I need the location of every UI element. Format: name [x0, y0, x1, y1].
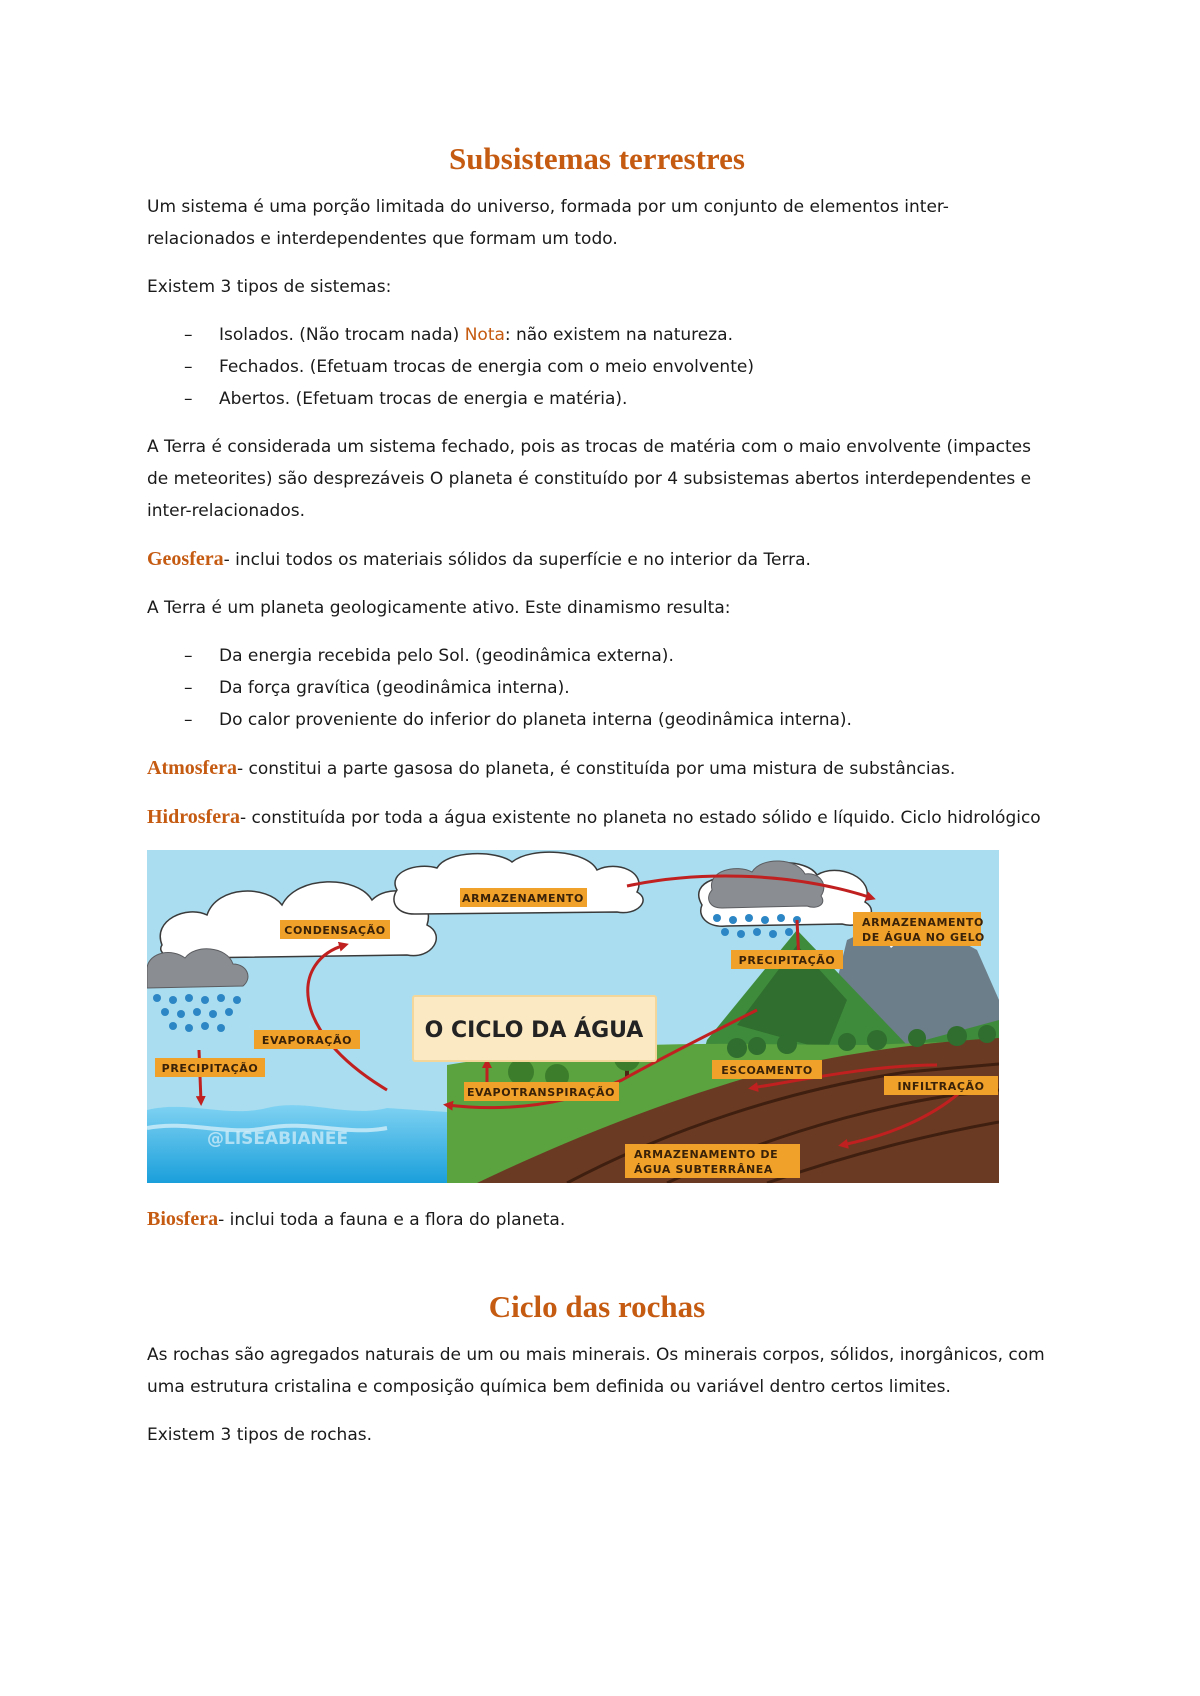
svg-text:ÁGUA SUBTERRÂNEA: ÁGUA SUBTERRÂNEA: [634, 1163, 774, 1177]
svg-text:EVAPORAÇÃO: EVAPORAÇÃO: [261, 1034, 353, 1048]
watermark: @LISEABIANEE: [207, 1129, 349, 1150]
list-item: – Da força gravítica (geodinâmica interna).: [184, 678, 570, 699]
section-title-rocks: Ciclo das rochas: [488, 1289, 706, 1325]
geosfera-text: - inclui todos os materiais sólidos da superfície e no interior da Terra.: [223, 550, 811, 571]
note-label: Nota: [464, 325, 505, 346]
label-escoamento: [712, 1060, 822, 1079]
note-text: : não existem na natureza.: [504, 325, 733, 346]
label-evaporacao: [254, 1030, 360, 1049]
atmosfera-text: - constitui a parte gasosa do planeta, é constituída por uma mistura de substâncias.: [236, 759, 956, 780]
cycle-title-box: [413, 996, 656, 1061]
dynamism-item: Da força gravítica (geodinâmica interna).: [219, 678, 570, 699]
biosfera-text: - inclui toda a fauna e a flora do planeta.: [218, 1210, 566, 1231]
label-precipitacao-right: [731, 950, 843, 969]
label-armazenamento-gelo: [853, 912, 985, 946]
svg-text:INFILTRAÇÃO: INFILTRAÇÃO: [897, 1080, 985, 1094]
svg-text:ARMAZENAMENTO: ARMAZENAMENTO: [862, 916, 984, 930]
rocks-types-paragraph: Existem 3 tipos de rochas.: [147, 1425, 373, 1446]
list-item: – Fechados. (Efetuam trocas de energia com o meio envolvente): [184, 357, 754, 378]
svg-text:PRECIPITAÇÃO: PRECIPITAÇÃO: [738, 954, 836, 968]
dynamism-item: Da energia recebida pelo Sol. (geodinâmica externa).: [219, 646, 674, 667]
system-types-list: [147, 319, 1047, 415]
geosfera-term: Geosfera: [147, 548, 224, 571]
svg-text:PRECIPITAÇÃO: PRECIPITAÇÃO: [161, 1062, 259, 1076]
label-evapotranspiracao: [464, 1082, 619, 1101]
svg-text:ARMAZENAMENTO: ARMAZENAMENTO: [462, 892, 584, 906]
dynamism-intro: A Terra é um planeta geologicamente ativo. Este dinamismo resulta:: [147, 598, 731, 619]
dynamism-item: Do calor proveniente do inferior do planeta interna (geodinâmica interna).: [219, 710, 852, 731]
hidrosfera-paragraph: [147, 801, 1047, 834]
svg-text:CONDENSAÇÃO: CONDENSAÇÃO: [284, 924, 386, 938]
atmosfera-paragraph: [147, 752, 1047, 785]
svg-text:ARMAZENAMENTO DE: ARMAZENAMENTO DE: [634, 1148, 779, 1162]
earth-system-paragraph: A Terra é considerada um sistema fechado, pois as trocas de matéria com o maio envolvente (impactes de meteorites) são desprezáveis O planeta é constituído por 4 subsistemas abertos interdependentes e inter-relacionados.: [147, 437, 1032, 522]
isolated-text: Isolados. (Não trocam nada): [219, 325, 460, 346]
svg-text:DE ÁGUA NO GELO: DE ÁGUA NO GELO: [862, 931, 985, 945]
dynamism-list: [147, 640, 1047, 736]
page-title: Subsistemas terrestres: [449, 141, 745, 176]
atmosfera-term: Atmosfera: [147, 757, 237, 780]
hidrosfera-term: Hidrosfera: [147, 806, 240, 829]
water-cycle-figure: [147, 850, 999, 1183]
list-item: – Abertos. (Efetuam trocas de energia e matéria).: [184, 389, 628, 410]
svg-text:EVAPOTRANSPIRAÇÃO: EVAPOTRANSPIRAÇÃO: [466, 1086, 616, 1100]
list-item: – Do calor proveniente do inferior do planeta interna (geodinâmica interna).: [184, 710, 852, 731]
biosfera-term: Biosfera: [147, 1208, 219, 1231]
list-item: – Da energia recebida pelo Sol. (geodinâmica externa).: [184, 646, 674, 667]
list-item: – Isolados. (Não trocam nada) Nota: não existem na natureza.: [184, 325, 733, 346]
water-cycle-illustration: [147, 850, 999, 1183]
system-types-intro: Existem 3 tipos de sistemas:: [147, 277, 392, 298]
closed-text: Fechados. (Efetuam trocas de energia com o meio envolvente): [219, 357, 754, 378]
label-precipitacao-left: [155, 1058, 265, 1077]
open-text: Abertos. (Efetuam trocas de energia e matéria).: [219, 389, 628, 410]
label-agua-subterranea: [625, 1144, 800, 1178]
cycle-title: O CICLO DA ÁGUA: [424, 1018, 644, 1044]
label-armazenamento: [460, 888, 587, 907]
document-content: [147, 140, 1047, 1467]
label-infiltracao: [884, 1076, 998, 1095]
intro-paragraph: Um sistema é uma porção limitada do universo, formada por um conjunto de elementos inter-relacionados e interdependentes que formam um todo.: [147, 197, 949, 250]
svg-text:ESCOAMENTO: ESCOAMENTO: [721, 1064, 813, 1078]
geosfera-paragraph: [147, 543, 1047, 576]
rocks-intro-paragraph: As rochas são agregados naturais de um ou mais minerais. Os minerais corpos, sólidos, inorgânicos, com uma estrutura cristalina e composição química bem definida ou variável dentro certos limites.: [147, 1345, 1045, 1398]
hidrosfera-text: - constituída por toda a água existente no planeta no estado sólido e líquido. Ciclo hidrológico: [239, 808, 1041, 829]
biosfera-paragraph: [147, 1203, 1047, 1236]
label-condensacao: [280, 920, 390, 939]
